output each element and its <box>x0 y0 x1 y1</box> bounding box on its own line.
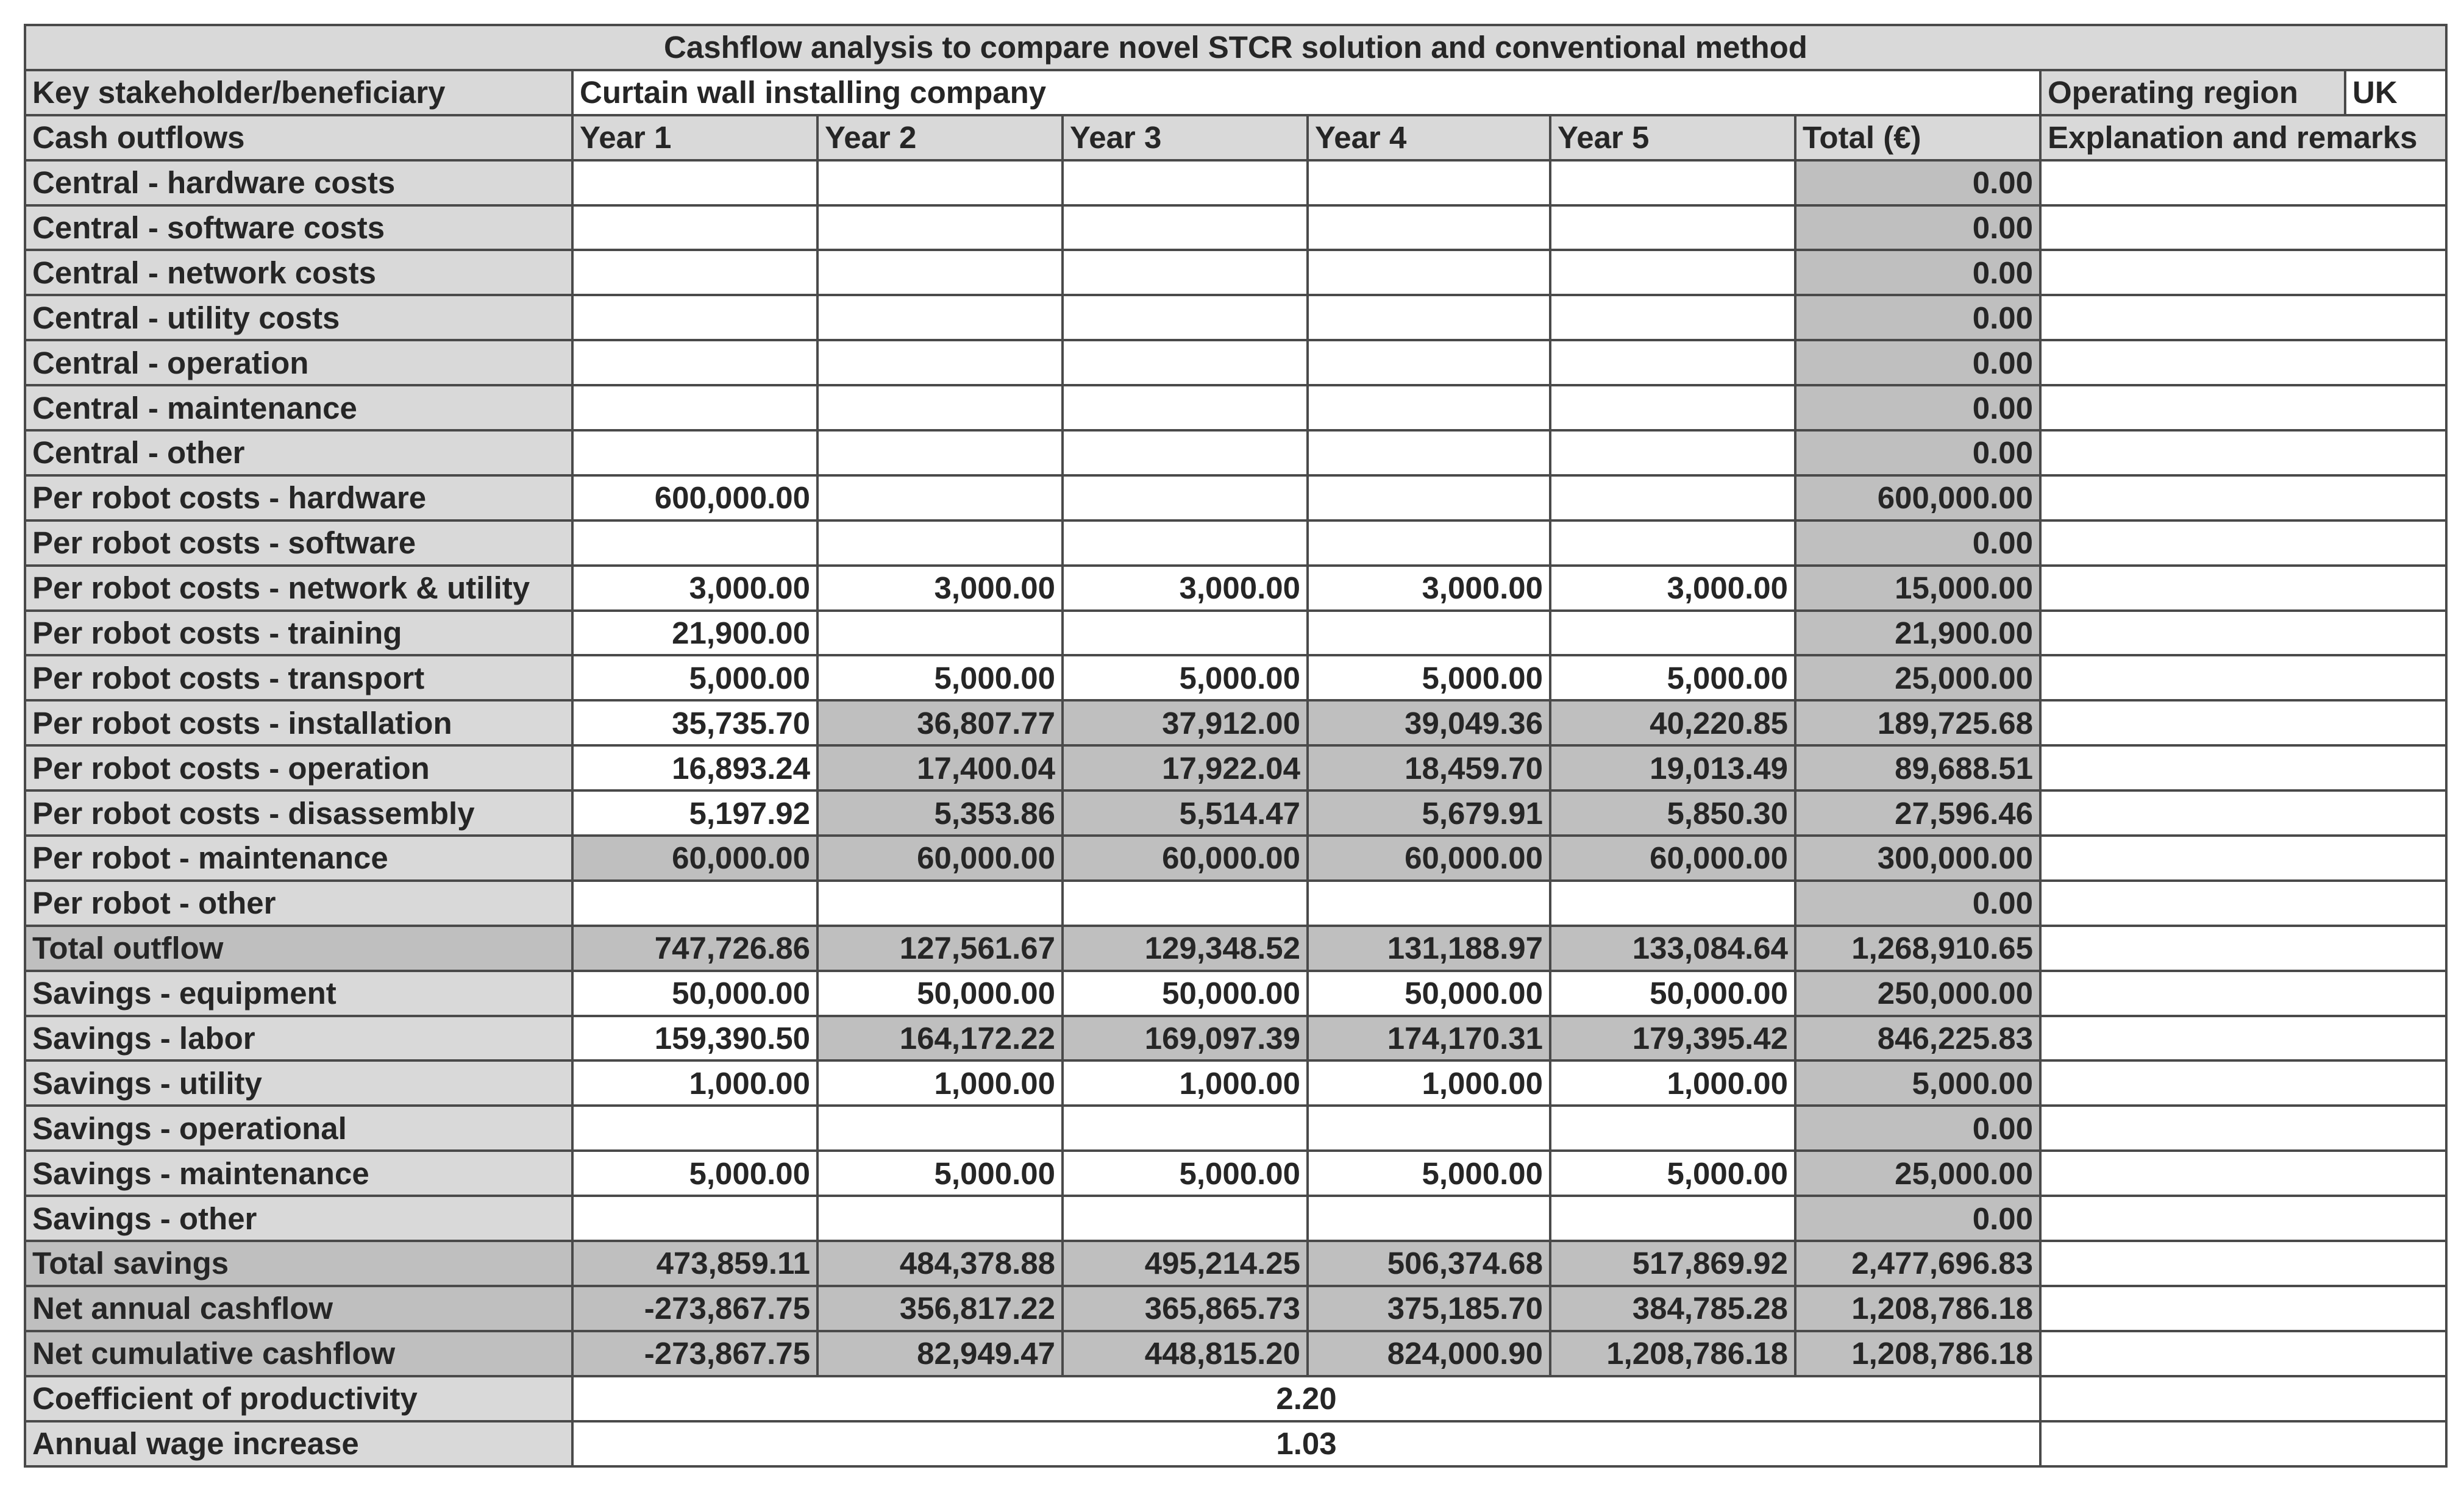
year-3-cell[interactable]: 3,000.00 <box>1063 566 1308 611</box>
year-2-cell[interactable]: 36,807.77 <box>817 700 1063 745</box>
stakeholder-label: Key stakeholder/beneficiary <box>25 70 572 115</box>
region-value[interactable]: UK <box>2345 70 2446 115</box>
year-3-cell[interactable]: 5,514.47 <box>1063 790 1308 836</box>
year-2-cell[interactable]: 356,817.22 <box>817 1286 1063 1331</box>
remarks-cell[interactable] <box>2040 790 2446 836</box>
year-4-header: Year 4 <box>1308 115 1550 160</box>
year-3-cell[interactable] <box>1063 250 1308 295</box>
total-cell: 15,000.00 <box>1795 566 2040 611</box>
total-cell: 1,208,786.18 <box>1795 1286 2040 1331</box>
footer-row <box>25 1376 2446 1421</box>
table-row <box>25 971 2446 1016</box>
stakeholder-row <box>25 70 2446 115</box>
table-row <box>25 1331 2446 1376</box>
year-1-cell[interactable] <box>572 250 817 295</box>
year-2-cell[interactable] <box>817 385 1063 430</box>
table-row <box>25 250 2446 295</box>
year-5-cell[interactable] <box>1550 611 1795 656</box>
year-4-cell[interactable]: 1,000.00 <box>1308 1060 1550 1106</box>
table-row <box>25 745 2446 790</box>
year-3-cell[interactable] <box>1063 475 1308 520</box>
row-label: Per robot costs - operation <box>25 745 572 790</box>
year-2-cell[interactable] <box>817 475 1063 520</box>
year-5-cell[interactable] <box>1550 160 1795 205</box>
footer-label: Annual wage increase <box>25 1421 572 1466</box>
table-title: Cashflow analysis to compare novel STCR solution and conventional method <box>25 25 2446 70</box>
year-5-cell[interactable]: 5,850.30 <box>1550 790 1795 836</box>
remarks-header: Explanation and remarks <box>2040 115 2446 160</box>
remarks-cell[interactable] <box>2040 1106 2446 1151</box>
year-5-cell[interactable]: 179,395.42 <box>1550 1016 1795 1061</box>
row-label: Savings - utility <box>25 1060 572 1106</box>
year-1-cell[interactable]: 5,000.00 <box>572 655 817 700</box>
year-1-cell[interactable]: 5,000.00 <box>572 1151 817 1196</box>
total-cell: 1,268,910.65 <box>1795 926 2040 971</box>
remarks-cell[interactable] <box>2040 745 2446 790</box>
region-label: Operating region <box>2040 70 2345 115</box>
year-2-cell[interactable] <box>817 295 1063 340</box>
table-row <box>25 340 2446 385</box>
year-5-cell[interactable]: 384,785.28 <box>1550 1286 1795 1331</box>
row-label: Per robot costs - transport <box>25 655 572 700</box>
table-row <box>25 655 2446 700</box>
year-4-cell[interactable] <box>1308 250 1550 295</box>
table-row <box>25 160 2446 205</box>
header-row <box>25 115 2446 160</box>
year-2-cell[interactable] <box>817 611 1063 656</box>
year-5-cell[interactable]: 3,000.00 <box>1550 566 1795 611</box>
table-row <box>25 836 2446 881</box>
year-1-cell[interactable]: 21,900.00 <box>572 611 817 656</box>
year-2-cell[interactable] <box>817 1106 1063 1151</box>
total-cell: 0.00 <box>1795 1106 2040 1151</box>
year-3-cell[interactable]: 5,000.00 <box>1063 655 1308 700</box>
row-label: Central - utility costs <box>25 295 572 340</box>
total-cell: 89,688.51 <box>1795 745 2040 790</box>
table-row <box>25 1060 2446 1106</box>
remarks-cell[interactable] <box>2040 340 2446 385</box>
remarks-cell[interactable] <box>2040 1331 2446 1376</box>
title-row <box>25 25 2446 70</box>
year-4-cell[interactable] <box>1308 881 1550 926</box>
total-cell: 21,900.00 <box>1795 611 2040 656</box>
year-4-cell[interactable]: 5,000.00 <box>1308 655 1550 700</box>
table-row <box>25 475 2446 520</box>
year-3-header: Year 3 <box>1063 115 1308 160</box>
year-3-cell[interactable]: 37,912.00 <box>1063 700 1308 745</box>
year-3-cell[interactable] <box>1063 1106 1308 1151</box>
row-label: Central - software costs <box>25 205 572 250</box>
total-cell: 5,000.00 <box>1795 1060 2040 1106</box>
row-label: Central - maintenance <box>25 385 572 430</box>
total-cell: 0.00 <box>1795 385 2040 430</box>
year-5-cell[interactable]: 60,000.00 <box>1550 836 1795 881</box>
row-label: Savings - operational <box>25 1106 572 1151</box>
year-1-cell[interactable]: 747,726.86 <box>572 926 817 971</box>
year-5-cell[interactable] <box>1550 385 1795 430</box>
year-4-cell[interactable]: 39,049.36 <box>1308 700 1550 745</box>
year-4-cell[interactable]: 18,459.70 <box>1308 745 1550 790</box>
remarks-cell[interactable] <box>2040 1151 2446 1196</box>
year-2-cell[interactable] <box>817 160 1063 205</box>
year-1-cell[interactable]: 1,000.00 <box>572 1060 817 1106</box>
table-row <box>25 611 2446 656</box>
year-3-cell[interactable] <box>1063 295 1308 340</box>
year-4-cell[interactable]: 5,000.00 <box>1308 1151 1550 1196</box>
year-2-cell[interactable] <box>817 340 1063 385</box>
remarks-cell[interactable] <box>2040 655 2446 700</box>
row-label: Per robot costs - installation <box>25 700 572 745</box>
total-header: Total (€) <box>1795 115 2040 160</box>
year-4-cell[interactable] <box>1308 475 1550 520</box>
row-label: Savings - equipment <box>25 971 572 1016</box>
year-5-cell[interactable]: 19,013.49 <box>1550 745 1795 790</box>
year-5-cell[interactable] <box>1550 1106 1795 1151</box>
year-1-cell[interactable] <box>572 520 817 566</box>
row-label: Net cumulative cashflow <box>25 1331 572 1376</box>
row-label: Central - operation <box>25 340 572 385</box>
footer-value[interactable]: 2.20 <box>572 1376 2040 1421</box>
table-row <box>25 205 2446 250</box>
year-5-cell[interactable]: 5,000.00 <box>1550 1151 1795 1196</box>
total-cell: 0.00 <box>1795 1196 2040 1241</box>
row-label: Central - other <box>25 430 572 475</box>
year-1-cell[interactable] <box>572 1106 817 1151</box>
year-3-cell[interactable] <box>1063 340 1308 385</box>
total-cell: 250,000.00 <box>1795 971 2040 1016</box>
year-3-cell[interactable] <box>1063 520 1308 566</box>
remarks-cell[interactable] <box>2040 971 2446 1016</box>
year-1-cell[interactable]: 16,893.24 <box>572 745 817 790</box>
year-1-cell[interactable] <box>572 430 817 475</box>
remarks-cell[interactable] <box>2040 1286 2446 1331</box>
year-4-cell[interactable]: 174,170.31 <box>1308 1016 1550 1061</box>
total-cell: 2,477,696.83 <box>1795 1241 2040 1286</box>
row-label: Per robot costs - training <box>25 611 572 656</box>
year-5-header: Year 5 <box>1550 115 1795 160</box>
year-2-cell[interactable] <box>817 205 1063 250</box>
year-1-cell[interactable]: 159,390.50 <box>572 1016 817 1061</box>
year-2-cell[interactable] <box>817 881 1063 926</box>
year-2-cell[interactable]: 164,172.22 <box>817 1016 1063 1061</box>
remarks-cell[interactable] <box>2040 160 2446 205</box>
total-cell: 0.00 <box>1795 160 2040 205</box>
year-2-cell[interactable]: 3,000.00 <box>817 566 1063 611</box>
year-5-cell[interactable] <box>1550 1196 1795 1241</box>
year-3-cell[interactable]: 1,000.00 <box>1063 1060 1308 1106</box>
year-1-cell[interactable]: 60,000.00 <box>572 836 817 881</box>
remarks-cell[interactable] <box>2040 700 2446 745</box>
remarks-cell[interactable] <box>2040 1376 2446 1421</box>
total-cell: 1,208,786.18 <box>1795 1331 2040 1376</box>
year-2-cell[interactable]: 5,353.86 <box>817 790 1063 836</box>
remarks-cell[interactable] <box>2040 566 2446 611</box>
year-4-cell[interactable] <box>1308 385 1550 430</box>
year-1-cell[interactable] <box>572 160 817 205</box>
row-label: Per robot costs - disassembly <box>25 790 572 836</box>
year-3-cell[interactable] <box>1063 1196 1308 1241</box>
remarks-cell[interactable] <box>2040 1060 2446 1106</box>
year-3-cell[interactable] <box>1063 385 1308 430</box>
remarks-cell[interactable] <box>2040 1196 2446 1241</box>
total-cell: 0.00 <box>1795 430 2040 475</box>
remarks-cell[interactable] <box>2040 1016 2446 1061</box>
year-4-cell[interactable] <box>1308 1196 1550 1241</box>
year-4-cell[interactable]: 375,185.70 <box>1308 1286 1550 1331</box>
year-2-cell[interactable] <box>817 250 1063 295</box>
year-3-cell[interactable]: 50,000.00 <box>1063 971 1308 1016</box>
year-2-cell[interactable]: 484,378.88 <box>817 1241 1063 1286</box>
year-1-cell[interactable]: -273,867.75 <box>572 1331 817 1376</box>
year-1-cell[interactable]: 600,000.00 <box>572 475 817 520</box>
remarks-cell[interactable] <box>2040 385 2446 430</box>
year-1-cell[interactable] <box>572 1196 817 1241</box>
year-2-cell[interactable] <box>817 1196 1063 1241</box>
year-5-cell[interactable] <box>1550 881 1795 926</box>
table-row <box>25 1286 2446 1331</box>
year-3-cell[interactable]: 365,865.73 <box>1063 1286 1308 1331</box>
year-4-cell[interactable]: 60,000.00 <box>1308 836 1550 881</box>
total-cell: 0.00 <box>1795 881 2040 926</box>
total-cell: 25,000.00 <box>1795 1151 2040 1196</box>
total-cell: 600,000.00 <box>1795 475 2040 520</box>
total-cell: 0.00 <box>1795 205 2040 250</box>
table-row <box>25 520 2446 566</box>
year-5-cell[interactable]: 1,208,786.18 <box>1550 1331 1795 1376</box>
year-1-cell[interactable]: 473,859.11 <box>572 1241 817 1286</box>
remarks-cell[interactable] <box>2040 205 2446 250</box>
year-5-cell[interactable]: 1,000.00 <box>1550 1060 1795 1106</box>
year-4-cell[interactable] <box>1308 611 1550 656</box>
row-label: Net annual cashflow <box>25 1286 572 1331</box>
table-row <box>25 566 2446 611</box>
year-2-cell[interactable]: 17,400.04 <box>817 745 1063 790</box>
total-cell: 300,000.00 <box>1795 836 2040 881</box>
row-label: Per robot costs - software <box>25 520 572 566</box>
table-row <box>25 295 2446 340</box>
year-3-cell[interactable] <box>1063 205 1308 250</box>
row-label: Total outflow <box>25 926 572 971</box>
year-4-cell[interactable]: 50,000.00 <box>1308 971 1550 1016</box>
total-cell: 0.00 <box>1795 340 2040 385</box>
remarks-cell[interactable] <box>2040 1241 2446 1286</box>
remarks-cell[interactable] <box>2040 520 2446 566</box>
total-cell: 0.00 <box>1795 295 2040 340</box>
year-4-cell[interactable] <box>1308 205 1550 250</box>
row-label: Central - hardware costs <box>25 160 572 205</box>
year-1-cell[interactable]: 50,000.00 <box>572 971 817 1016</box>
year-1-cell[interactable]: 35,735.70 <box>572 700 817 745</box>
remarks-cell[interactable] <box>2040 926 2446 971</box>
year-2-cell[interactable]: 5,000.00 <box>817 1151 1063 1196</box>
year-3-cell[interactable] <box>1063 881 1308 926</box>
year-4-cell[interactable] <box>1308 520 1550 566</box>
table-row <box>25 1106 2446 1151</box>
remarks-cell[interactable] <box>2040 430 2446 475</box>
year-3-cell[interactable] <box>1063 611 1308 656</box>
year-2-cell[interactable]: 82,949.47 <box>817 1331 1063 1376</box>
year-3-cell[interactable]: 448,815.20 <box>1063 1331 1308 1376</box>
year-5-cell[interactable] <box>1550 520 1795 566</box>
year-1-cell[interactable]: 3,000.00 <box>572 566 817 611</box>
row-label: Per robot costs - network & utility <box>25 566 572 611</box>
year-5-cell[interactable] <box>1550 430 1795 475</box>
year-5-cell[interactable] <box>1550 295 1795 340</box>
year-3-cell[interactable]: 60,000.00 <box>1063 836 1308 881</box>
year-3-cell[interactable]: 129,348.52 <box>1063 926 1308 971</box>
year-3-cell[interactable] <box>1063 430 1308 475</box>
year-5-cell[interactable] <box>1550 250 1795 295</box>
row-label: Per robot - other <box>25 881 572 926</box>
year-4-cell[interactable]: 3,000.00 <box>1308 566 1550 611</box>
year-3-cell[interactable] <box>1063 160 1308 205</box>
year-1-cell[interactable] <box>572 340 817 385</box>
remarks-cell[interactable] <box>2040 836 2446 881</box>
cash-outflows-header: Cash outflows <box>25 115 572 160</box>
stakeholder-value[interactable]: Curtain wall installing company <box>572 70 2040 115</box>
row-label: Per robot costs - hardware <box>25 475 572 520</box>
year-1-cell[interactable]: 5,197.92 <box>572 790 817 836</box>
year-3-cell[interactable]: 5,000.00 <box>1063 1151 1308 1196</box>
table-row <box>25 790 2446 836</box>
year-1-cell[interactable] <box>572 205 817 250</box>
row-label: Savings - maintenance <box>25 1151 572 1196</box>
year-4-cell[interactable] <box>1308 160 1550 205</box>
year-2-cell[interactable] <box>817 430 1063 475</box>
year-1-cell[interactable]: -273,867.75 <box>572 1286 817 1331</box>
year-2-cell[interactable] <box>817 520 1063 566</box>
remarks-cell[interactable] <box>2040 611 2446 656</box>
year-4-cell[interactable] <box>1308 295 1550 340</box>
year-3-cell[interactable]: 17,922.04 <box>1063 745 1308 790</box>
year-2-cell[interactable]: 60,000.00 <box>817 836 1063 881</box>
remarks-cell[interactable] <box>2040 250 2446 295</box>
footer-label: Coefficient of productivity <box>25 1376 572 1421</box>
year-4-cell[interactable]: 824,000.90 <box>1308 1331 1550 1376</box>
table-row <box>25 881 2446 926</box>
year-2-cell[interactable]: 5,000.00 <box>817 655 1063 700</box>
total-cell: 25,000.00 <box>1795 655 2040 700</box>
year-5-cell[interactable]: 133,084.64 <box>1550 926 1795 971</box>
total-cell: 0.00 <box>1795 250 2040 295</box>
row-label: Total savings <box>25 1241 572 1286</box>
table-row <box>25 385 2446 430</box>
year-4-cell[interactable] <box>1308 1106 1550 1151</box>
table-row <box>25 430 2446 475</box>
year-3-cell[interactable]: 495,214.25 <box>1063 1241 1308 1286</box>
year-5-cell[interactable] <box>1550 205 1795 250</box>
remarks-cell[interactable] <box>2040 295 2446 340</box>
footer-value[interactable]: 1.03 <box>572 1421 2040 1466</box>
year-2-cell[interactable]: 1,000.00 <box>817 1060 1063 1106</box>
table-row <box>25 1016 2446 1061</box>
year-1-header: Year 1 <box>572 115 817 160</box>
year-1-cell[interactable] <box>572 385 817 430</box>
total-cell: 0.00 <box>1795 520 2040 566</box>
year-5-cell[interactable]: 5,000.00 <box>1550 655 1795 700</box>
cashflow-table <box>24 24 2448 1468</box>
row-label: Per robot - maintenance <box>25 836 572 881</box>
year-1-cell[interactable] <box>572 295 817 340</box>
remarks-cell[interactable] <box>2040 1421 2446 1466</box>
year-2-header: Year 2 <box>817 115 1063 160</box>
table-row <box>25 926 2446 971</box>
table-row <box>25 1241 2446 1286</box>
footer-row <box>25 1421 2446 1466</box>
year-5-cell[interactable] <box>1550 340 1795 385</box>
remarks-cell[interactable] <box>2040 881 2446 926</box>
year-5-cell[interactable] <box>1550 475 1795 520</box>
year-5-cell[interactable]: 517,869.92 <box>1550 1241 1795 1286</box>
remarks-cell[interactable] <box>2040 475 2446 520</box>
year-4-cell[interactable] <box>1308 340 1550 385</box>
table-row <box>25 700 2446 745</box>
total-cell: 846,225.83 <box>1795 1016 2040 1061</box>
year-5-cell[interactable]: 40,220.85 <box>1550 700 1795 745</box>
year-4-cell[interactable]: 506,374.68 <box>1308 1241 1550 1286</box>
total-cell: 189,725.68 <box>1795 700 2040 745</box>
year-4-cell[interactable]: 5,679.91 <box>1308 790 1550 836</box>
year-2-cell[interactable]: 127,561.67 <box>817 926 1063 971</box>
year-3-cell[interactable]: 169,097.39 <box>1063 1016 1308 1061</box>
year-5-cell[interactable]: 50,000.00 <box>1550 971 1795 1016</box>
year-4-cell[interactable]: 131,188.97 <box>1308 926 1550 971</box>
table-row <box>25 1151 2446 1196</box>
year-1-cell[interactable] <box>572 881 817 926</box>
table-row <box>25 1196 2446 1241</box>
row-label: Central - network costs <box>25 250 572 295</box>
year-4-cell[interactable] <box>1308 430 1550 475</box>
year-2-cell[interactable]: 50,000.00 <box>817 971 1063 1016</box>
row-label: Savings - other <box>25 1196 572 1241</box>
total-cell: 27,596.46 <box>1795 790 2040 836</box>
row-label: Savings - labor <box>25 1016 572 1061</box>
